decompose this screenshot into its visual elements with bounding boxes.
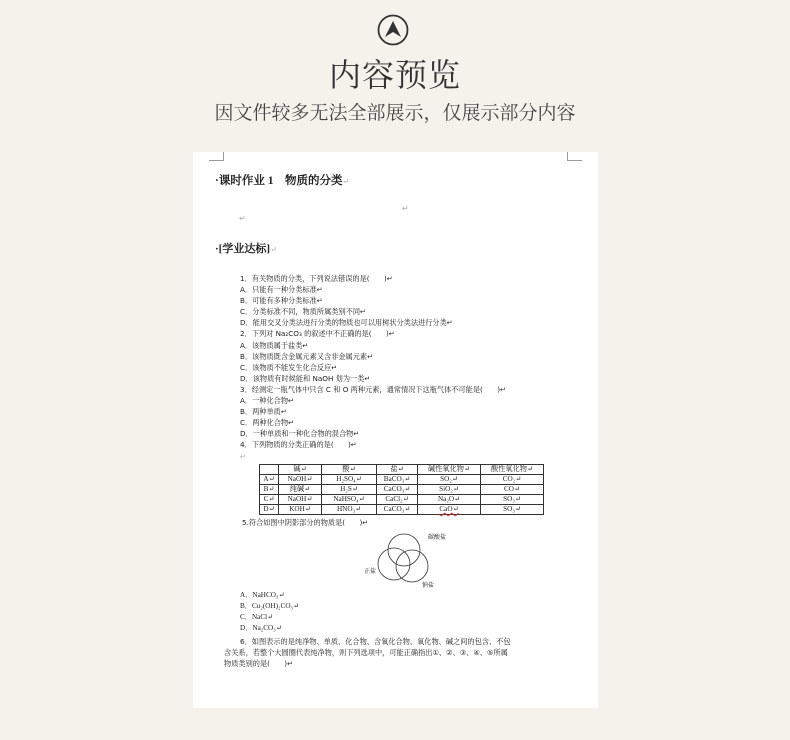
doc-line: 含关系，若整个大圆圈代表纯净物，则下列选项中，可能正确指出①、②、③、④、⑤所属 [224,648,508,658]
question-5: 5.符合如图中阴影部分的物质是( )↵ [242,518,369,527]
doc-line: 1．有关物质的分类，下列说法错误的是( )↵ [240,274,393,283]
table-cell: NaHSO₄↵ [322,495,377,505]
doc-line: A．只能有一种分类标准↵ [240,285,323,295]
table-cell: NaOH↵ [279,495,322,505]
venn-label-sodium-salt: 钠盐 [422,582,435,589]
table-cell: SO₂↵ [418,475,481,485]
doc-line: 物质类别的是( )↵ [224,659,294,669]
table-cell: KOH↵ [279,505,322,515]
question-6 [224,636,574,669]
table-cell: CaCO₃↵ [377,505,418,515]
doc-line: 4．下列物质的分类正确的是( )↵ [240,440,357,450]
table-cell: A↵ [260,475,279,485]
table-cell: 酸↵ [322,465,377,475]
question-5-options [240,590,299,634]
table-cell: 盐↵ [377,465,418,475]
document-preview [193,152,598,708]
table-cell [260,465,279,475]
table-row [260,475,544,485]
doc-line: B．可能有多种分类标准↵ [240,296,323,306]
doc-line: C．两种化合物↵ [240,418,295,428]
doc-line: 3．经测定一瓶气体中只含 C 和 O 两种元素，通常情况下这瓶气体不可能是( )↵ [240,384,507,394]
table-cell: 酸性氧化物↵ [481,465,544,475]
option-d: D．Na₂CO₃↵ [240,624,282,633]
question-lines [240,273,590,462]
table-header-row [260,465,544,475]
table-cell: SiO₂↵ [418,485,481,495]
table-cell: CaCl₂↵ [377,495,418,505]
table-cell: 碱↵ [279,465,322,475]
doc-line: C．该物质不能发生化合反应↵ [240,362,338,372]
table-cell: HNO₃↵ [322,505,377,515]
margin-corner-left [209,152,224,161]
doc-line: 6．如图表示的是纯净物、单质、化合物、含氧化合物、氧化物、碱之间的包含、不包 [240,637,511,646]
classification-table [259,464,544,515]
table-cell: CO₂↵ [481,475,544,485]
table-cell: B↵ [260,485,279,495]
doc-line: 2．下列对 Na₂CO₃ 的叙述中不正确的是( )↵ [240,329,395,339]
page-subtitle: 因文件较多无法全部展示，仅展示部分内容 [214,102,576,124]
table-cell: 碱性氧化物↵ [418,465,481,475]
table-cell: NaOH↵ [279,475,322,485]
doc-line: B．两种单质↵ [240,407,287,417]
doc-line: D．该物质有时候能和 NaOH 划为一类↵ [240,373,371,383]
table-cell: H₂S↵ [322,485,377,495]
doc-line: D．能用交叉分类法进行分类的物质也可以用树状分类法进行分类↵ [240,318,453,328]
table-cell: H₂SO₄↵ [322,475,377,485]
table-cell: CaO↵ [418,505,481,515]
table-row [260,495,544,505]
table-cell: CO↵ [481,485,544,495]
doc-line: D．一种单质和一种化合物的混合物↵ [240,429,360,439]
doc-line: B．该物质既含金属元素又含非金属元素↵ [240,351,374,361]
doc-line: A．一种化合物↵ [240,396,295,406]
page-title: 内容预览 [328,56,461,94]
up-arrow-logo-icon [377,14,409,46]
table-cell: C↵ [260,495,279,505]
table-cell: BaCO₃↵ [377,475,418,485]
table-cell: 纯碱↵ [279,485,322,495]
table-cell: SO₃↵ [481,505,544,515]
venn-label-carbonate: 碳酸盐 [428,534,447,541]
margin-corner-right [567,152,582,161]
table-row [260,485,544,495]
doc-line: ↵ [240,451,247,461]
doc-line: C．分类标准不同，物质所属类别不同↵ [240,307,367,317]
option-b: B．Cu₂(OH)₂CO₃↵ [240,602,300,611]
doc-heading: ·课时作业 1 物质的分类↵ [215,175,350,187]
table-cell: SO₃↵ [481,495,544,505]
doc-line: A．该物质属于盐类↵ [240,340,309,350]
paragraph-mark: ↵ [239,214,246,223]
table-row [260,505,544,515]
table-cell: Na₂O↵ [418,495,481,505]
paragraph-mark: ↵ [402,204,409,213]
table-cell: D↵ [260,505,279,515]
section-heading: ·[学业达标]↵ [215,243,277,255]
option-a: A．NaHCO₃↵ [240,591,285,599]
venn-label-normal-salt: 正盐 [364,568,377,575]
table-cell: CaCO₃↵ [377,485,418,495]
option-c: C．NaCl↵ [240,613,274,622]
